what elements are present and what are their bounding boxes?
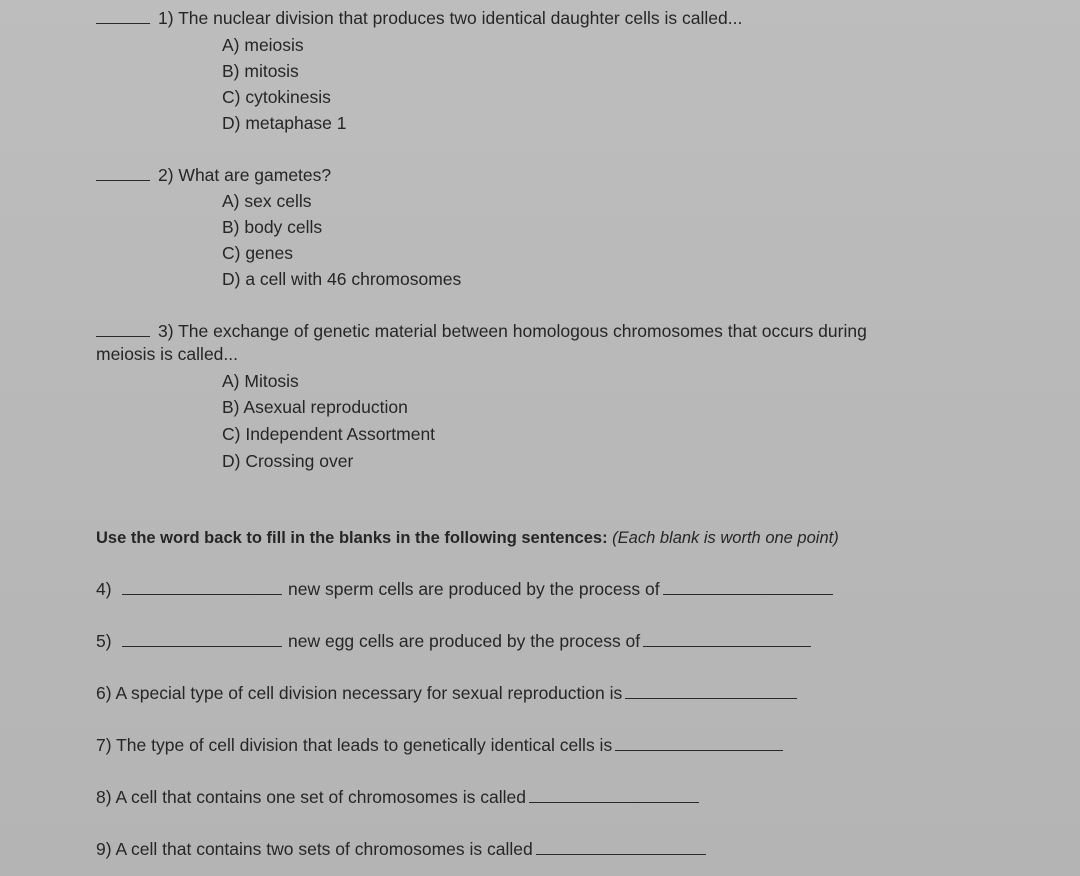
question-2 bbox=[96, 164, 331, 186]
q1-option-d: D) metaphase 1 bbox=[222, 113, 347, 133]
question-3 bbox=[96, 320, 867, 342]
fill-4-number: 4) bbox=[96, 579, 112, 599]
fill-item-6 bbox=[96, 682, 797, 704]
q2-option-a: A) sex cells bbox=[222, 191, 312, 211]
fill-5-number: 5) bbox=[96, 631, 112, 651]
q3-option-a: A) Mitosis bbox=[222, 371, 299, 391]
question-3-stem-cont: meiosis is called... bbox=[96, 344, 238, 364]
fill-4-text: new sperm cells are produced by the process of bbox=[288, 579, 660, 599]
fill-7-text: 7) The type of cell division that leads to genetically identical cells is bbox=[96, 735, 613, 755]
q2-option-d: D) a cell with 46 chromosomes bbox=[222, 269, 462, 289]
fill-9-blank[interactable] bbox=[536, 840, 706, 855]
instructions-note: (Each blank is worth one point) bbox=[612, 529, 839, 547]
question-1-stem: 1) The nuclear division that produces two identical daughter cells is called... bbox=[158, 8, 743, 28]
fill-item-7 bbox=[96, 734, 783, 756]
q3-option-b: B) Asexual reproduction bbox=[222, 397, 408, 417]
fill-4-blank-a[interactable] bbox=[122, 580, 282, 595]
fill-6-blank[interactable] bbox=[625, 684, 797, 699]
q3-option-d: D) Crossing over bbox=[222, 451, 354, 471]
fill-8-blank[interactable] bbox=[529, 788, 699, 803]
fill-5-text: new egg cells are produced by the process of bbox=[288, 631, 641, 651]
fill-4-blank-b[interactable] bbox=[663, 580, 833, 595]
question-2-stem: 2) What are gametes? bbox=[158, 165, 332, 185]
q1-option-a: A) meiosis bbox=[222, 35, 304, 55]
question-3-stem: 3) The exchange of genetic material between homologous chromosomes that occurs during bbox=[158, 321, 867, 341]
q1-option-b: B) mitosis bbox=[222, 61, 299, 81]
fill-7-blank[interactable] bbox=[615, 736, 783, 751]
answer-blank-1[interactable] bbox=[96, 9, 150, 24]
fill-9-text: 9) A cell that contains two sets of chromosomes is called bbox=[96, 839, 533, 859]
fill-item-8 bbox=[96, 786, 699, 808]
question-1 bbox=[96, 7, 742, 29]
instructions-main: Use the word back to fill in the blanks in the following sentences: bbox=[96, 529, 608, 547]
fill-8-text: 8) A cell that contains one set of chromosomes is called bbox=[96, 787, 526, 807]
fill-6-text: 6) A special type of cell division necessary for sexual reproduction is bbox=[96, 683, 623, 703]
fill-5-blank-a[interactable] bbox=[122, 632, 282, 647]
q2-option-b: B) body cells bbox=[222, 217, 323, 237]
q1-option-c: C) cytokinesis bbox=[222, 87, 331, 107]
q2-option-c: C) genes bbox=[222, 243, 294, 263]
instructions bbox=[96, 527, 839, 549]
fill-item-4 bbox=[96, 578, 833, 600]
answer-blank-2[interactable] bbox=[96, 166, 150, 181]
answer-blank-3[interactable] bbox=[96, 322, 150, 337]
q3-option-c: C) Independent Assortment bbox=[222, 424, 436, 444]
fill-item-5 bbox=[96, 630, 811, 652]
fill-5-blank-b[interactable] bbox=[643, 632, 811, 647]
fill-item-9 bbox=[96, 838, 706, 860]
